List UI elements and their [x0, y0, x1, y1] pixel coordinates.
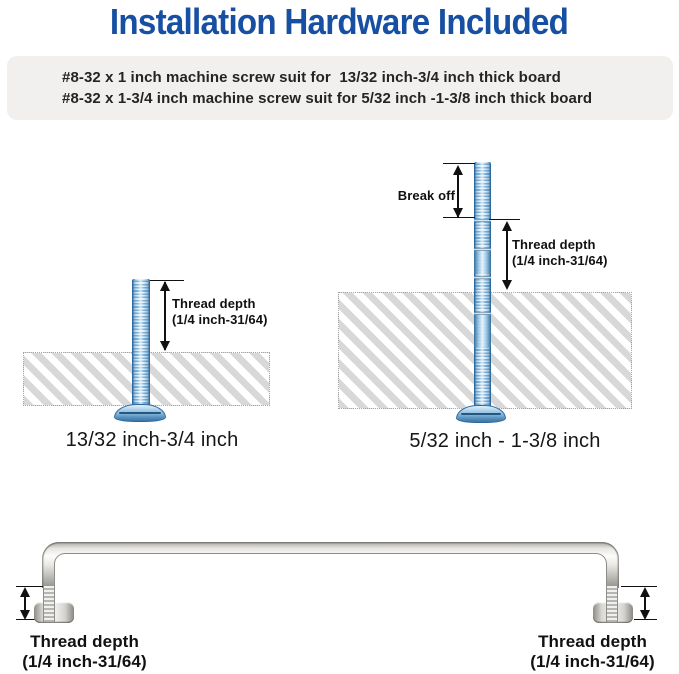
break-off-label: Break off [397, 188, 455, 203]
smooth-section [474, 251, 491, 274]
thread-depth-label-right-diagram [512, 237, 608, 269]
handle-right-threaded-stud [606, 586, 618, 622]
screw-spec-line-1: #8-32 x 1 inch machine screw suit for 13/32 inch-3/4 inch thick board [62, 69, 561, 86]
caption-left-diagram: 13/32 inch-3/4 inch [65, 429, 239, 451]
arrow-up-icon [640, 587, 650, 597]
arrow-down-icon [20, 610, 30, 620]
break-groove [474, 276, 491, 279]
arrow-up-icon [20, 587, 30, 597]
screw-head-left [114, 404, 166, 422]
thread-depth-text: Thread depth [538, 632, 647, 651]
cabinet-pull-handle [42, 542, 619, 588]
smooth-section [474, 315, 491, 347]
caption-right-diagram: 5/32 inch - 1-3/8 inch [409, 430, 601, 452]
arrow-down-icon [640, 610, 650, 620]
arrow-down-icon [502, 280, 512, 290]
machine-screw-1-3-4inch [474, 162, 491, 409]
dim-tick [621, 586, 657, 587]
arrow-down-icon [160, 341, 170, 351]
thread-depth-value: (1/4 inch-31/64) [512, 253, 608, 268]
handle-left-threaded-stud [43, 586, 55, 622]
handle-inner-cutout [54, 553, 607, 588]
page-title: Installation Hardware Included [110, 1, 569, 42]
machine-screw-1inch [132, 279, 150, 409]
arrow-up-icon [160, 281, 170, 291]
page-title-wrap [0, 0, 679, 44]
dim-line [506, 223, 508, 287]
screw-slot-right [461, 413, 501, 415]
thread-depth-value: (1/4 inch-31/64) [22, 652, 147, 671]
thread-depth-text: Thread depth [512, 237, 596, 252]
thread-depth-label-left-diagram [172, 296, 268, 328]
thread-depth-text: Thread depth [172, 296, 256, 311]
screw-spec-box [7, 56, 673, 120]
screw-spec-line-2: #8-32 x 1-3/4 inch machine screw suit for 5/32 inch -1-3/8 inch thick board [62, 90, 593, 107]
thread-depth-label-handle-left [2, 632, 167, 672]
arrow-up-icon [453, 165, 463, 175]
screw-slot-left [119, 412, 161, 414]
arrow-up-icon [502, 221, 512, 231]
dim-line [164, 282, 166, 350]
screw-head-right [456, 405, 506, 423]
thread-depth-text: Thread depth [30, 632, 139, 651]
thread-depth-value: (1/4 inch-31/64) [172, 312, 268, 327]
thread-depth-label-handle-right [510, 632, 675, 672]
thread-depth-value: (1/4 inch-31/64) [530, 652, 655, 671]
arrow-down-icon [453, 208, 463, 218]
